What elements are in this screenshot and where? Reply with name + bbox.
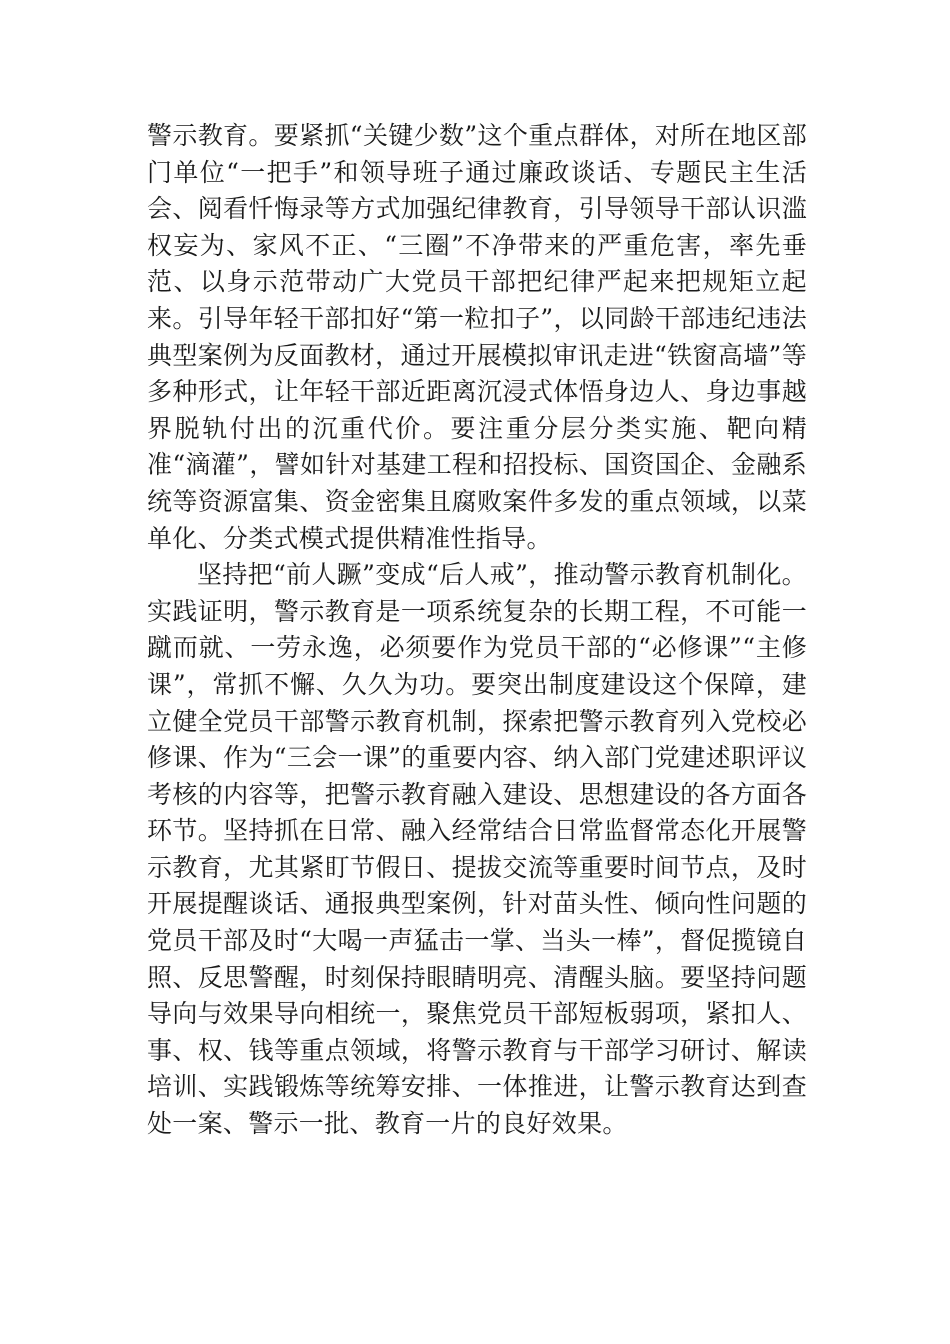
body-text [147, 118, 807, 1143]
paragraph-mechanism: 坚持把“前人蹶”变成“后人戒”，推动警示教育机制化。实践证明，警示教育是一项系统复杂的长期工程，不可能一蹴而就、一劳永逸，必须要作为党员干部的“必修课”“主修课”，常抓不懈、久久为功。要突出制度建设这个保障，建立健全党员干部警示教育机制，探索把警示教育列入党校必修课、作为“三会一课”的重要内容、纳入部门党建述职评议考核的内容等，把警示教育融入建设、思想建设的各方面各环节。坚持抓在日常、融入经常结合日常监督常态化开展警示教育，尤其紧盯节假日、提拔交流等重要时间节点，及时开展提醒谈话、通报典型案例，针对苗头性、倾向性问题的党员干部及时“大喝一声猛击一掌、当头一棒”，督促揽镜自照、反思警醒，时刻保持眼睛明亮、清醒头脑。要坚持问题导向与效果导向相统一，聚焦党员干部短板弱项，紧扣人、事、权、钱等重点领域，将警示教育与干部学习研讨、解读培训、实践锻炼等统筹安排、一体推进，让警示教育达到查处一案、警示一批、教育一片的良好效果。 [147, 560, 807, 1139]
paragraph-continuation: 警示教育。要紧抓“关键少数”这个重点群体，对所在地区部门单位“一把手”和领导班子通过廉政谈话、专题民主生活会、阅看忏悔录等方式加强纪律教育，引导领导干部认识滥权妄为、家风不正、“三圈”不净带来的严重危害，率先垂范、以身示范带动广大党员干部把纪律严起来把规矩立起来。引导年轻干部扣好“第一粒扣子”，以同龄干部违纪违法典型案例为反面教材，通过开展模拟审讯走进“铁窗高墙”等多种形式，让年轻干部近距离沉浸式体悟身边人、身边事越界脱轨付出的沉重代价。要注重分层分类实施、靶向精准“滴灌”，譬如针对基建工程和招投标、国资国企、金融系统等资源富集、资金密集且腐败案件多发的重点领域，以菜单化、分类式模式提供精准性指导。 [147, 121, 807, 553]
